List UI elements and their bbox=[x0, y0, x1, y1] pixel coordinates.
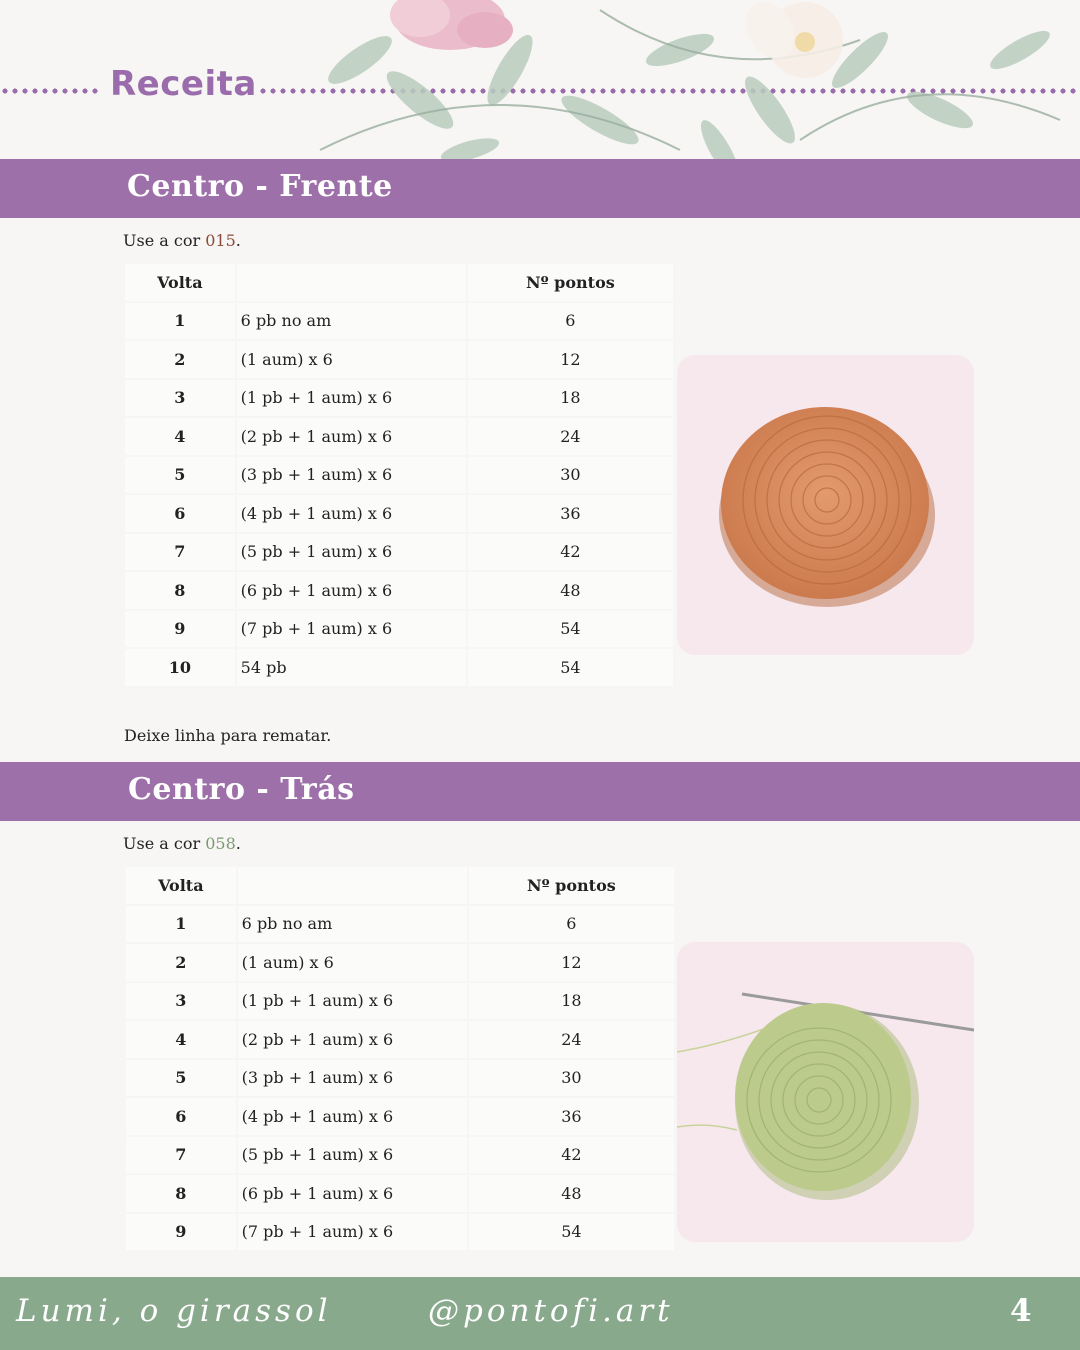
header-stitches: Nº pontos bbox=[468, 264, 673, 301]
color-code: 015 bbox=[205, 231, 236, 250]
table-row bbox=[125, 534, 673, 571]
table-row bbox=[125, 303, 673, 340]
stitch-count: 24 bbox=[469, 1021, 674, 1058]
round-number: 9 bbox=[125, 611, 235, 648]
header-round: Volta bbox=[126, 867, 236, 904]
table-row bbox=[126, 1175, 674, 1212]
note-suffix: . bbox=[235, 231, 241, 250]
instruction: (2 pb + 1 aum) x 6 bbox=[238, 1021, 467, 1058]
round-number: 8 bbox=[125, 572, 235, 609]
table-row bbox=[126, 906, 674, 943]
color-note bbox=[123, 834, 241, 853]
stitch-count: 24 bbox=[468, 418, 673, 455]
table-row bbox=[125, 341, 673, 378]
instruction: (2 pb + 1 aum) x 6 bbox=[237, 418, 466, 455]
section-title: Centro - Frente bbox=[127, 169, 393, 204]
stitch-count: 12 bbox=[468, 341, 673, 378]
instruction: (5 pb + 1 aum) x 6 bbox=[238, 1137, 467, 1174]
round-number: 5 bbox=[126, 1060, 236, 1097]
table-row bbox=[126, 944, 674, 981]
round-number: 7 bbox=[125, 534, 235, 571]
note-prefix: Use a cor bbox=[123, 231, 206, 250]
header-stitches: Nº pontos bbox=[469, 867, 674, 904]
table-row bbox=[125, 649, 673, 686]
footnote: Deixe linha para rematar. bbox=[124, 726, 332, 745]
section-title: Centro - Trás bbox=[128, 772, 355, 807]
round-number: 8 bbox=[126, 1175, 236, 1212]
page-footer bbox=[0, 1277, 1080, 1350]
instruction: (4 pb + 1 aum) x 6 bbox=[238, 1098, 467, 1135]
instruction: (1 pb + 1 aum) x 6 bbox=[237, 380, 466, 417]
table-row bbox=[125, 457, 673, 494]
instruction: 54 pb bbox=[237, 649, 466, 686]
table-row bbox=[125, 611, 673, 648]
round-number: 3 bbox=[125, 380, 235, 417]
header-instruction bbox=[237, 264, 466, 301]
round-number: 7 bbox=[126, 1137, 236, 1174]
stitch-count: 54 bbox=[469, 1214, 674, 1251]
instruction: (1 aum) x 6 bbox=[238, 944, 467, 981]
round-number: 2 bbox=[126, 944, 236, 981]
round-number: 5 bbox=[125, 457, 235, 494]
section-header-front bbox=[0, 159, 1080, 218]
photo-front-piece bbox=[677, 355, 974, 655]
instagram-handle: @pontofi.art bbox=[428, 1293, 674, 1329]
header-round: Volta bbox=[125, 264, 235, 301]
round-number: 3 bbox=[126, 983, 236, 1020]
color-code: 058 bbox=[205, 834, 236, 853]
instruction: 6 pb no am bbox=[238, 906, 467, 943]
stitch-count: 6 bbox=[468, 303, 673, 340]
round-number: 4 bbox=[126, 1021, 236, 1058]
pattern-table-front bbox=[123, 262, 675, 688]
note-suffix: . bbox=[235, 834, 241, 853]
instruction: (5 pb + 1 aum) x 6 bbox=[237, 534, 466, 571]
color-note bbox=[123, 231, 241, 250]
instruction: (6 pb + 1 aum) x 6 bbox=[238, 1175, 467, 1212]
table-row bbox=[126, 983, 674, 1020]
table-row bbox=[126, 1214, 674, 1251]
stitch-count: 54 bbox=[468, 649, 673, 686]
page-header bbox=[0, 0, 1080, 160]
table-header-row bbox=[125, 264, 673, 301]
pattern-table-back bbox=[124, 865, 676, 1252]
table-row bbox=[126, 1098, 674, 1135]
crochet-circle-green-icon bbox=[677, 942, 974, 1242]
table-row bbox=[126, 1021, 674, 1058]
pattern-name: Lumi, o girassol bbox=[16, 1293, 332, 1329]
instruction: (1 pb + 1 aum) x 6 bbox=[238, 983, 467, 1020]
note-prefix: Use a cor bbox=[123, 834, 206, 853]
stitch-count: 42 bbox=[469, 1137, 674, 1174]
instruction: (3 pb + 1 aum) x 6 bbox=[237, 457, 466, 494]
instruction: (4 pb + 1 aum) x 6 bbox=[237, 495, 466, 532]
stitch-count: 36 bbox=[468, 495, 673, 532]
stitch-count: 36 bbox=[469, 1098, 674, 1135]
table-row bbox=[125, 418, 673, 455]
round-number: 6 bbox=[126, 1098, 236, 1135]
table-row bbox=[125, 572, 673, 609]
crochet-circle-orange-icon bbox=[677, 355, 974, 655]
stitch-count: 30 bbox=[469, 1060, 674, 1097]
round-number: 10 bbox=[125, 649, 235, 686]
round-number: 4 bbox=[125, 418, 235, 455]
stitch-count: 48 bbox=[468, 572, 673, 609]
table-header-row bbox=[126, 867, 674, 904]
stitch-count: 12 bbox=[469, 944, 674, 981]
round-number: 1 bbox=[126, 906, 236, 943]
round-number: 9 bbox=[126, 1214, 236, 1251]
page-number: 4 bbox=[1010, 1293, 1032, 1329]
instruction: (7 pb + 1 aum) x 6 bbox=[238, 1214, 467, 1251]
stitch-count: 48 bbox=[469, 1175, 674, 1212]
dotted-rule-left bbox=[0, 88, 100, 94]
instruction: 6 pb no am bbox=[237, 303, 466, 340]
instruction: (6 pb + 1 aum) x 6 bbox=[237, 572, 466, 609]
round-number: 1 bbox=[125, 303, 235, 340]
table-row bbox=[125, 380, 673, 417]
stitch-count: 42 bbox=[468, 534, 673, 571]
stitch-count: 6 bbox=[469, 906, 674, 943]
stitch-count: 18 bbox=[469, 983, 674, 1020]
round-number: 2 bbox=[125, 341, 235, 378]
round-number: 6 bbox=[125, 495, 235, 532]
photo-back-piece bbox=[677, 942, 974, 1242]
section-header-back bbox=[0, 762, 1080, 821]
instruction: (3 pb + 1 aum) x 6 bbox=[238, 1060, 467, 1097]
instruction: (1 aum) x 6 bbox=[237, 341, 466, 378]
page-title: Receita bbox=[110, 64, 257, 104]
stitch-count: 18 bbox=[468, 380, 673, 417]
table-row bbox=[126, 1060, 674, 1097]
table-row bbox=[126, 1137, 674, 1174]
header-instruction bbox=[238, 867, 467, 904]
stitch-count: 30 bbox=[468, 457, 673, 494]
instruction: (7 pb + 1 aum) x 6 bbox=[237, 611, 466, 648]
stitch-count: 54 bbox=[468, 611, 673, 648]
table-row bbox=[125, 495, 673, 532]
